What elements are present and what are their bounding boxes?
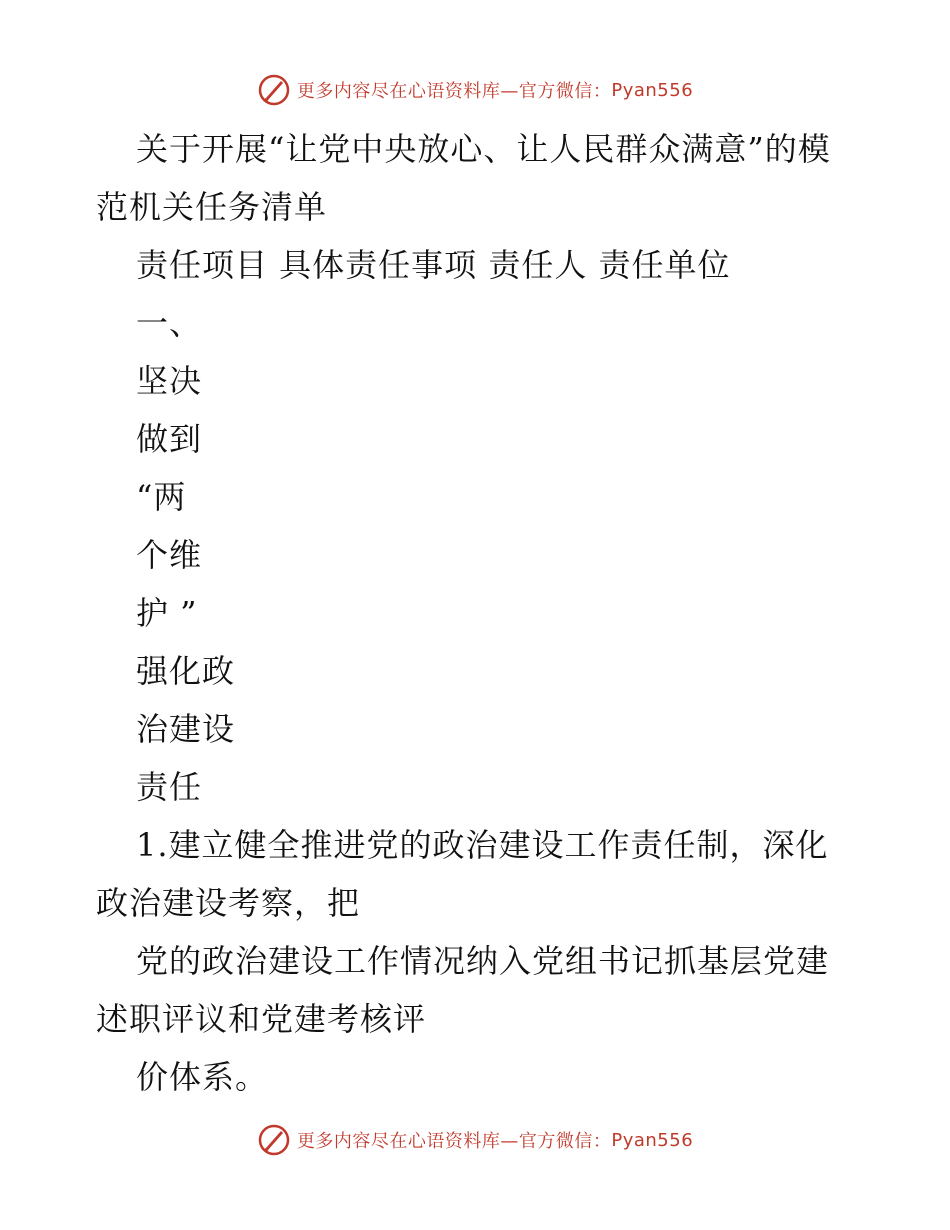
- doc-line: 坚决: [136, 362, 203, 400]
- header-watermark-banner: [0, 70, 950, 110]
- doc-paragraph: 1.建立健全推进党的政治建设工作责任制，深化政治建设考察，把: [96, 826, 829, 922]
- banner-wechat-id: Pyan556: [611, 1129, 694, 1151]
- quill-logo-icon: [257, 1123, 291, 1157]
- doc-line: 治建设: [136, 710, 236, 748]
- banner-text: 更多内容尽在心语资料库—官方微信：: [296, 81, 612, 102]
- doc-paragraph: 党的政治建设工作情况纳入党组书记抓基层党建述职评议和党建考核评: [96, 942, 830, 1038]
- doc-line: 护 ”: [136, 594, 198, 632]
- doc-paragraph: 价体系。: [136, 1058, 269, 1096]
- document-body: [96, 120, 856, 1106]
- doc-title: 关于开展“让党中央放心、让人民群众满意”的模范机关任务清单: [96, 130, 831, 226]
- banner-wechat-id: Pyan556: [611, 79, 694, 101]
- footer-watermark-banner: [0, 1120, 950, 1160]
- doc-line: 责任: [136, 768, 203, 806]
- banner-text: 更多内容尽在心语资料库—官方微信：: [296, 1131, 612, 1152]
- doc-line: “两: [136, 478, 187, 516]
- doc-line: 强化政: [136, 652, 236, 690]
- quill-logo-icon: [257, 73, 291, 107]
- table-header-line: 责任项目 具体责任事项 责任人 责任单位: [136, 246, 731, 284]
- doc-line: 个维: [136, 536, 203, 574]
- doc-line: 一、: [136, 304, 203, 342]
- doc-line: 做到: [136, 420, 203, 458]
